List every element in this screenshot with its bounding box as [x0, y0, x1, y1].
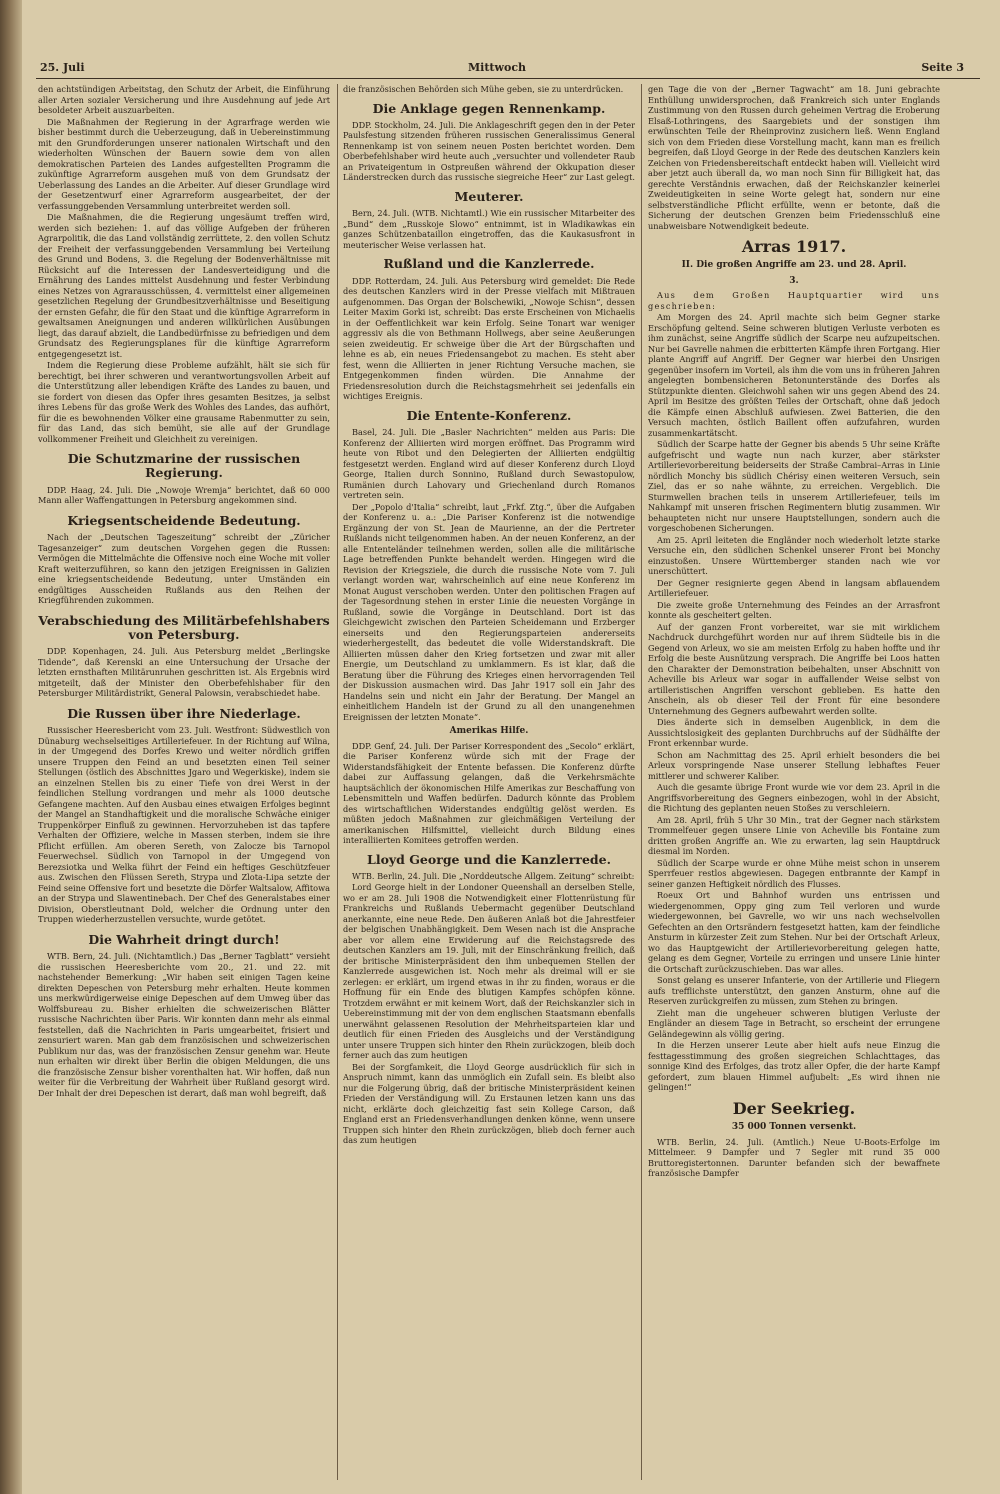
article-part-number: 3. — [789, 275, 799, 286]
column-2 — [343, 84, 635, 1480]
article-paragraph: Bern, 24. Juli. (WTB. Nichtamtl.) Wie ein russischer Mitarbeiter des „Bund“ dem „Russkoje Slowo“ entnimmt, ist in Wladikawkas ein ganzes Schützenbataillon eingetroffen, das die Kaukasusfront in meuterischer Weise verlassen hat. — [343, 208, 635, 250]
article-paragraph: Die Maßnahmen der Regierung in der Agrarfrage werden wie bisher bestimmt durch die Ueberzeugung, daß in Uebereinstimmung mit den Grundforderungen unserer nationalen Wirtschaft und den wiederholten Wünschen der Bauern sowie dem von allen demokratischen Parteien des Landes aufgestellten Programm die zukünftige Agrarreform ausgehen muß von dem Grundsatz der Ueberlassung des Landes an die Arbeiter. Auf dieser Grundlage wird der Gesetzentwurf einer Agrarreform ausgearbeitet, der der verfassunggebenden Versammlung unterbreitet werden soll. — [38, 116, 330, 211]
page-header — [28, 58, 988, 78]
article-paragraph: WTB. Berlin, 24. Juli. Die „Norddeutsche Allgem. Zeitung“ schreibt: — [352, 870, 635, 881]
header-date: 25. Juli — [40, 61, 85, 74]
article-paragraph: Dies änderte sich in demselben Augenblick, in dem die Aussichtslosigkeit des geplanten Durchbruchs auf der Südhälfte der Front erkennbar wurde. — [648, 717, 940, 749]
article-paragraph: Zieht man die ungeheuer schweren blutigen Verluste der Engländer an diesem Tage in Betracht, so erscheint der errungene Geländegewinn als völlig gering. — [648, 1007, 940, 1039]
article-headline: Die Anklage gegen Rennenkamp. — [372, 100, 606, 116]
article-paragraph: Schon am Nachmittag des 25. April erhielt besonders die bei Arleux vorspringende Nase unserer Stellung lebhaftes Feuer mittlerer und schwerer Kaliber. — [648, 749, 940, 781]
article-subheadline: 35 000 Tonnen versenkt. — [731, 1122, 857, 1133]
article-paragraph: Der „Popolo d'Italia“ schreibt, laut „Frkf. Ztg.“, über die Aufgaben der Konferenz u. a.: „Die Pariser Konferenz ist die notwendige Ergänzung der von St. Jean de Maurienne, an der die Pertreter Rußlands nicht teilgenommen haben. An der neuen Konferenz, an der alle Ententeländer teilnehmen werden, sollen alle die militärische Lage betreffenden Punkte behandelt werden. Hingegen wird die Revision der Kriegsziele, die durch die russische Note vom 7. Juli verlangt worden war, wahrscheinlich auf eine neue Konferenz im Monat August verschoben werden. Unter den politischen Fragen auf der Tagesordnung stehen in erster Linie die neuesten Vorgänge in Rußland, sowie die Vorgänge in Deutschland. Dort ist das Gleichgewicht zwischen den Parteien Scheidemann und Erzberger einerseits und den Regierungsparteien andererseits wiederhergestellt, das bedeutet die volle Widerstandskraft. Die Alliierten müssen daher den Krieg fortsetzen und zwar mit aller Energie, um Deutschland zu umklammern. Es ist klar, daß die Beratung über die Führung des Krieges einen hervorragenden Teil der Diskussion ausmachen wird. Das Jahr 1917 soll ein Jahr des Handelns sein und nicht ein Jahr der Beratung. Der Mangel an einheitlichem Handeln ist der Grund zu all den unangenehmen Ereignissen der letzten Monate“. — [343, 501, 635, 722]
article-paragraph: Bei der Sorgfamkeit, die Lloyd George ausdrücklich für sich in Anspruch nimmt, kann das unmöglich ein Zufall sein. Es bleibt also nur die Folgerung übrig, daß der britische Ministerpräsident keinen Frieden der Verständigung will. Zu Erstaunen letzen kann uns das nicht, erklärte doch gleichzeitig fast sein Kollege Carson, daß England erst an Friedensverhandlungen denken könne, wenn unsere Truppen sich hinter den Rhein zurückzögen, blieb doch ferner auch das zum heutigen — [343, 1061, 635, 1146]
article-paragraph: Der Gegner resignierte gegen Abend in langsam abflauendem Artilleriefeuer. — [648, 577, 940, 599]
header-rule — [36, 78, 980, 79]
article-paragraph: gen Tage die von der „Berner Tagwacht“ am 18. Juni gebrachte Enthüllung unwidersprochen, daß Frankreich sich unter Englands Zustimmung von den Russen durch geheimen Vertrag die Eroberung Elsaß-Lothringens, des Saargebiets und der sonstigen ihm erwünschten Teile der Rheinprovinz zusichern ließ. Wenn England sich von dem Frieden diese Vorstellung macht, kann man es freilich begreifen, daß Lloyd George in der Rede des deutschen Kanzlers kein Zeichen von Friedensbereitschaft entdeckt haben will. Vielleicht wird aber jetzt auch überall da, wo man noch Sinn für Billigkeit hat, das gerechte Verständnis erwachen, daß der Reichskanzler keinerlei Zweideutigkeiten in seine Worte gelegt hat, sondern nur eine selbstverständliche Pflicht erfüllte, wenn er betonte, daß die Sicherung der deutschen Grenzen beim Friedensschluß eine unabweisbare Notwendigkeit bedeute. — [648, 84, 940, 231]
article-paragraph: Russischer Heeresbericht vom 23. Juli. Westfront: Südwestlich von Dünaburg wechselseitiges Artilleriefeuer. In der Richtung auf Wilna, in der Umgegend des Dorfes Krewo und weiter nördlich griffen unsere Truppen den Feind an und besetzten einen Teil seiner Stellungen (östlich des Abschnittes Jgaro und Wegerkiske), indem sie an einzelnen Stellen bis zu einer Tiefe von drei Werst in der feindlichen Stellung vordrangen und mehr als 1000 deutsche Gefangene machten. Auf den Ausbau eines etwaigen Erfolges beginnt der Mangel an Standhaftigkeit und die moralische Schwäche einiger Truppenkörper Einfluß zu gewinnen. Hervorzuheben ist das tapfere Verhalten der Offiziere, welche in Massen sterben, indem sie ihre Pflicht erfüllen. Am oberen Sereth, von Zalocze bis Tarnopol Feuerwechsel. Südlich von Tarnopol in der Umgegend von Berezsiotka und Welka führt der Feind ein heftiges Geschützfeuer aus. Zwischen den Flüssen Sereth, Strypa und Zlota-Lipa setzte der Feind seine Offensive fort und besetzte die Dörfer Waltsalow, Affitowa an der Strypa und Slawentinebach. Der Chef des Generalstabes einer Division, Oberstleutnant Dold, welcher die Ordnung unter den Truppen wiederherzustellen versuchte, wurde getötet. — [38, 725, 330, 925]
article-headline: Verabschiedung des Militärbefehlshabers von Petersburg. — [38, 612, 330, 642]
article-paragraph: DDP. Kopenhagen, 24. Juli. Aus Petersburg meldet „Berlingske Tidende“, daß Kerenski an eine Untersuchung der Ursache der letzten ernsthaften Militärunruhen geschritten ist. Als Ergebnis wird mitgeteilt, daß der Minister den Oberbefehlshaber für den Petersburger Militärdistrikt, General Palowsin, verabschiedet habe. — [38, 646, 330, 699]
article-paragraph: WTB. Bern, 24. Juli. (Nichtamtlich.) Das „Berner Tagblatt“ versieht die russischen Heeresberichte vom 20., 21. und 22. mit nachstehender Bemerkung: „Wir haben seit einigen Tagen keine direkten Depeschen von Petersburg mehr erhalten. Heute kommen uns merkwürdigerweise einige Depeschen auf dem Umweg über das Wolffsbureau zu. Bisher erhielten die schweizerischen Blätter russische Nachrichten über Paris. Wir konnten dann mehr als einmal feststellen, daß die Nachrichten in Paris umgearbeitet, frisiert und zensuriert waren. Man gab dem französischen und schweizerischen Publikum nur das, was der französischen Zensur genehm war. Heute nun erhalten wir direkt über Berlin die obigen Meldungen, die uns die französische Zensur bisher vorenthalten hat. Wir hoffen, daß nun weiter für die Verbreitung der Wahrheit über Rußland gesorgt wird. Der Inhalt der drei Depeschen ist derart, daß man wohl begreift, daß — [38, 951, 330, 1098]
article-paragraph: Auf der ganzen Front vorbereitet, war sie mit wirklichem Nachdruck durchgeführt worden nur auf ihrem Südteile bis in die Gegend von Arleux, wo sie am meisten Erfolg zu haben hoffte und ihr Erfolg die beste Ausnützung versprach. Die Angriffe bei Loos hatten den Charakter der Demonstration beibehalten, unser Abschnitt von Acheville bis Arleux war sogar in auffallender Weise selbst von artilleristischen Angriffen verschont geblieben. Es hatte den Anschein, als ob dieser Teil der Front für eine besondere Unternehmung des Gegners aufbewahrt werden sollte. — [648, 621, 940, 716]
article-paragraph: WTB. Berlin, 24. Juli. (Amtlich.) Neue U-Boots-Erfolge im Mittelmeer. 9 Dampfer und 7 Segler mit rund 35 000 Bruttoregistertonnen. Darunter befanden sich der bewaffnete französische Dampfer — [648, 1136, 940, 1179]
article-paragraph: die französischen Behörden sich Mühe geben, sie zu unterdrücken. — [343, 84, 624, 94]
article-paragraph: Lord George hielt in der Londoner Queenshall an derselben Stelle, wo er am 28. Juli 1908 die Notwendigkeit einer Flottenrüstung für Frankreichs und Rußlands Uebermacht gegenüber Deutschland anerkannte, eine neue Rede. Den äußeren Anlaß bot die Jahrestfeier der belgischen Unabhängigkeit. Dem Wesen nach ist die Ansprache aber vor allem eine Erwiderung auf die Reichstagsrede des deutschen Kanzlers am 19. Juli, mit der Einschränkung freilich, daß der britische Ministerpräsident den ihm unbequemen Stellen der Kanzlerrede ausgewichen ist. Noch mehr als dreimal will er sie zerlegen: er erklärt, um irgend etwas in ihr zu finden, woraus er die Hoffnung für ein Ende des blutigen Kampfes schöpfen könne. Trotzdem erwähnt er mit keinem Wort, daß der Reichskanzler sich in Uebereinstimmung mit der von dem englischen Staatsmann ebenfalls unerwähnt gelassenen Resolution der Mehrheitsparteien klar und deutlich für einen Frieden des Ausgleichs und der Verständigung unter unsere Truppen sich hinter den Rhein zurückzogen, bleib doch ferner auch das zum heutigen — [343, 882, 635, 1061]
article-paragraph: Südlich der Scarpe wurde er ohne Mühe meist schon in unserem Sperrfeuer restlos abgewiesen. Dagegen entbrannte der Kampf in seiner ganzen Heftigkeit nördlich des Flusses. — [648, 857, 940, 889]
article-headline: Lloyd George und die Kanzlerrede. — [367, 851, 611, 867]
article-subheadline: Amerikas Hilfe. — [449, 726, 529, 736]
article-headline: Die Schutzmarine der russischen Regierung. — [67, 451, 301, 481]
article-headline: Meuterer. — [454, 188, 524, 204]
article-paragraph: Sonst gelang es unserer Infanterie, von der Artillerie und Fliegern aufs trefflichste unterstützt, den ganzen Ansturm, ohne auf die Reserven zurückgreifen zu müssen, zum Stehen zu bringen. — [648, 975, 940, 1007]
article-paragraph: Am Morgen des 24. April machte sich beim Gegner starke Erschöpfung geltend. Seine schweren blutigen Verluste verboten es ihm zunächst, seine Angriffe südlich der Scarpe neu aufzupeitschen. Nur bei Gavrelle nahmen die erbitterten Kämpfe ihren Fortgang. Hier plante Angriff auf Angriff. Der Gegner war hierbei den Unsrigen gegenüber insofern im Vorteil, als ihm die vom uns in früheren Jahren angelegten bombensicheren Betonunterstände des Dorfes als Stützpunkte dienten. Gleichwohl sahen wir uns gegen Abend des 24. April im Besitze des größten Teiles der Ortschaft, ohne daß jedoch die Kämpfe einen Abschluß aufwiesen. Zwei Batterien, die den Versuch machten, östlich Baillent offen aufzufahren, wurden zusammenkartätscht. — [648, 312, 940, 438]
article-headline: Arras 1917. — [741, 237, 847, 256]
article-paragraph: Die zweite große Unternehmung des Feindes an der Arrasfront konnte als gescheitert gelten. — [648, 599, 940, 621]
article-headline: Rußland und die Kanzlerrede. — [383, 256, 595, 272]
column-3 — [648, 84, 940, 1480]
article-paragraph: DDP. Genf, 24. Juli. Der Pariser Korrespondent des „Secolo“ erklärt, die Pariser Konferenz würde sich mit der Frage der Widerstandsfähigkeit der Entente befassen. Die Konferenz dürfte dabei zur Auffassung gelangen, daß die Verkehrsmächte hauptsächlich der ökonomischen Hilfe Amerikas zur Beschaffung von Lebensmitteln und Waffen bedürfen. Dadurch könnte das Problem des wirtschaftlichen Widerstandes endgültig gelöst werden. Es müßten jedoch Maßnahmen zur gleichmäßigen Verteilung der amerikanischen Hilfsmittel, vielleicht durch Bildung eines interalliierten Komitees getroffen werden. — [343, 740, 635, 846]
article-paragraph: In die Herzen unserer Leute aber hielt aufs neue Einzug die festtagesstimmung des großen siegreichen Schlachttages, das sonnige Kind des Erfolges, das trotz aller Opfer, die der harte Kampf gefordert, zum blauen Himmel aufjubelt: „Es wird ihnen nie gelingen!“ — [648, 1040, 940, 1093]
article-paragraph: Südlich der Scarpe hatte der Gegner bis abends 5 Uhr seine Kräfte aufgefrischt und wagte nun nach kurzer, aber stärkster Artillerievorbereitung beiderseits der Straße Cambrai–Arras in Linie nördlich Monchy bis südlich Chérisy einen weiteren Versuch, sein Ziel, das er so nahe wähnte, zu erreichen. Vergeblich. Die Sturmwellen brachen teils in unserem Artilleriefeuer, teils im Nahkampf mit unseren frischen Regimentern blutig zusammen. Wir behaupteten nicht nur unsere Hauptstellungen, sondern auch die vorgeschobenen Sicherungen. — [648, 439, 940, 534]
article-paragraph: Roeux Ort und Bahnhof wurden uns entrissen und wiedergenommen, Oppy ging zum Teil verloren und wurde wiedergewonnen, bei Gavrelle, wo wir uns nach wechselvollen Gefechten an den Ortsrändern festgesetzt hatten, kam der feindliche Ansturm in kürzester Zeit zum Stehen. Nur bei der Ortschaft Arleux, wo das Hauptgewicht der Artillerievorbereitung gelegen hatte, gelang es dem Gegner, Vorteile zu erringen und unsere Linie hinter die Ortschaft zurückzuschieben. Das war alles. — [648, 890, 940, 974]
article-paragraph: DDP. Haag, 24. Juli. Die „Nowoje Wremja“ berichtet, daß 60 000 Mann aller Waffengattungen in Petersburg angekommen sind. — [38, 484, 330, 506]
article-paragraph: Auch die gesamte übrige Front wurde wie vor dem 23. April in die Angriffsvorbereitung des Gegners einbezogen, wohl in der Absicht, die Richtung des geplanten neuen Stoßes zu verschleiern. — [648, 782, 940, 814]
column-rule — [641, 84, 642, 1480]
article-headline: Kriegsentscheidende Bedeutung. — [67, 512, 301, 528]
header-page-number: Seite 3 — [921, 61, 964, 74]
header-weekday: Mittwoch — [468, 61, 527, 74]
article-headline: Der Seekrieg. — [732, 1098, 856, 1118]
article-paragraph: Die Maßnahmen, die die Regierung ungesäumt treffen wird, werden sich beziehen: 1. auf das völlige Aufgeben der früheren Agrarpolitik, die das Land vollständig zerrüttete, 2. den vollen Schutz der Freiheit der verfassunggebenden Versammlung bei Verteilung des Grund und Bodens, 3. die Regelung der Bodenverhältnisse mit Rücksicht auf die Interessen der Landesverteidigung und die Ernährung des Landes mittelst Ausdehnung und fester Verbindung eines Netzes von Agrarausschüssen, 4. vermittelst einer allgemeinen gesetzlichen Regelung der Grundbesitzverhältnisse und Beseitigung der ernsten Gefahr, die für den Staat und die künftige Agrarreform in gewaltsamen Aneignungen und anderen willkürlichen Ausübungen liegt, das darauf abzielt, die Landbedürfnisse zu befriedigen und dem Grundsatz des Regierungsplanes für die künftige Agrarreform entgegengesetzt ist. — [38, 212, 330, 359]
article-headline: Die Wahrheit dringt durch! — [88, 931, 280, 947]
article-paragraph: Am 25. April leiteten die Engländer noch wiederholt letzte starke Versuche ein, den südlichen Schenkel unserer Front bei Monchy einzustoßen. Unsere Württemberger standen nach wie vor unerschüttert. — [648, 534, 940, 577]
article-paragraph: Indem die Regierung diese Probleme aufzählt, hält sie sich für berechtigt, bei ihrer schweren und verantwortungsvollen Arbeit auf die Unterstützung aller lebendigen Kräfte des Landes zu bauen, und sie fordert von diesen das Opfer ihres gesamten Besitzes, ja selbst ihres Lebens für das große Werk des Wohles des Landes, das aufhört, für die es bewohnenden Völker eine grausame Rabenmutter zu sein, für das Land, das sich bemüht, sie alle auf der Grundlage vollkommener Freiheit und Gleichheit zu vereinigen. — [38, 360, 330, 444]
article-paragraph: DDP. Stockholm, 24. Juli. Die Anklageschrift gegen den in der Peter Paulsfestung sitzenden früheren russischen Generalissimus General Rennenkamp ist von seinem neuen Posten berichtet worden. Dem Oberbefehlshaber wird heute auch „versuchter und vollendeter Raub an Privateigentum in Ostpreußen während der Okkupation dieser Länderstrecken durch das russische siegreiche Heer“ zur Last gelegt. — [343, 119, 635, 183]
book-binding — [0, 0, 22, 1494]
article-paragraph: DDP. Rotterdam, 24. Juli. Aus Petersburg wird gemeldet: Die Rede des deutschen Kanzlers wird in der Presse vielfach mit Mißtrauen aufgenommen. Das Organ der Bolschewiki, „Nowoje Schisn“, dessen Leiter Maxim Gorki ist, schreibt: Das erste Erscheinen von Michaelis in der Oeffentlichkeit war kein Erfolg. Seine Tonart war weniger aggressiv als die von Bethmann Hollwegs, aber seine Aeußerungen seien zweideutig. Er schweige über die Art der Bürgschaften und lehne es ab, ein neues Friedensangebot zu machen. Es steht aber fest, wenn die Alliierten in jener Richtung Versuche machen, sie Entgegenkommen finden würden. Die Annahme der Friedensresolution durch die Reichstagsmehrheit sei jedenfalls ein wichtiges Ereignis. — [343, 275, 635, 402]
column-rule — [337, 84, 338, 1480]
article-subheadline: II. Die großen Angriffe am 23. und 28. April. — [681, 260, 907, 271]
article-paragraph: den achtstündigen Arbeitstag, den Schutz der Arbeit, die Einführung aller Arten sozialer Versicherung und ihre Ausdehnung auf jede Art besoldeter Arbeit auszuarbeiten. — [38, 84, 330, 115]
article-headline: Die Entente-Konferenz. — [406, 407, 572, 423]
article-paragraph: Am 28. April, früh 5 Uhr 30 Min., trat der Gegner nach stärkstem Trommelfeuer gegen unsere Linie von Acheville bis Fontaine zum dritten großen Angriffe an. Wie zu erwarten, lag sein Hauptdruck diesmal im Norden. — [648, 814, 940, 857]
article-headline: Die Russen über ihre Niederlage. — [67, 705, 301, 721]
article-paragraph: Nach der „Deutschen Tageszeitung“ schreibt der „Züricher Tagesanzeiger“ zum deutschen Vorgehen gegen die Russen: Vermögen die Mittelmächte die Offensive noch eine Woche mit voller Kraft weiterzuführen, so kann den jetzigen Ereignissen in Galizien eine kriegsentscheidende Bedeutung, unter Umständen ein endgültiges Ausscheiden Rußlands aus den Reihen der Kriegführenden zukommen. — [38, 532, 330, 606]
article-paragraph: Basel, 24. Juli. Die „Basler Nachrichten“ melden aus Paris: Die Konferenz der Alliierten wird morgen eröffnet. Das Programm wird heute von Ribot und den Delegierten der Alliierten endgültig festgesetzt werden. England wird auf dieser Konferenz durch Lloyd George, Italien durch Sonnino, Rußland durch Sewastopulow, Rumänien durch Lahovary und Griechenland durch Romanos vertreten sein. — [343, 427, 635, 500]
article-paragraph: Aus dem Großen Hauptquartier wird uns geschrieben: — [648, 290, 940, 311]
column-1 — [38, 84, 330, 1480]
